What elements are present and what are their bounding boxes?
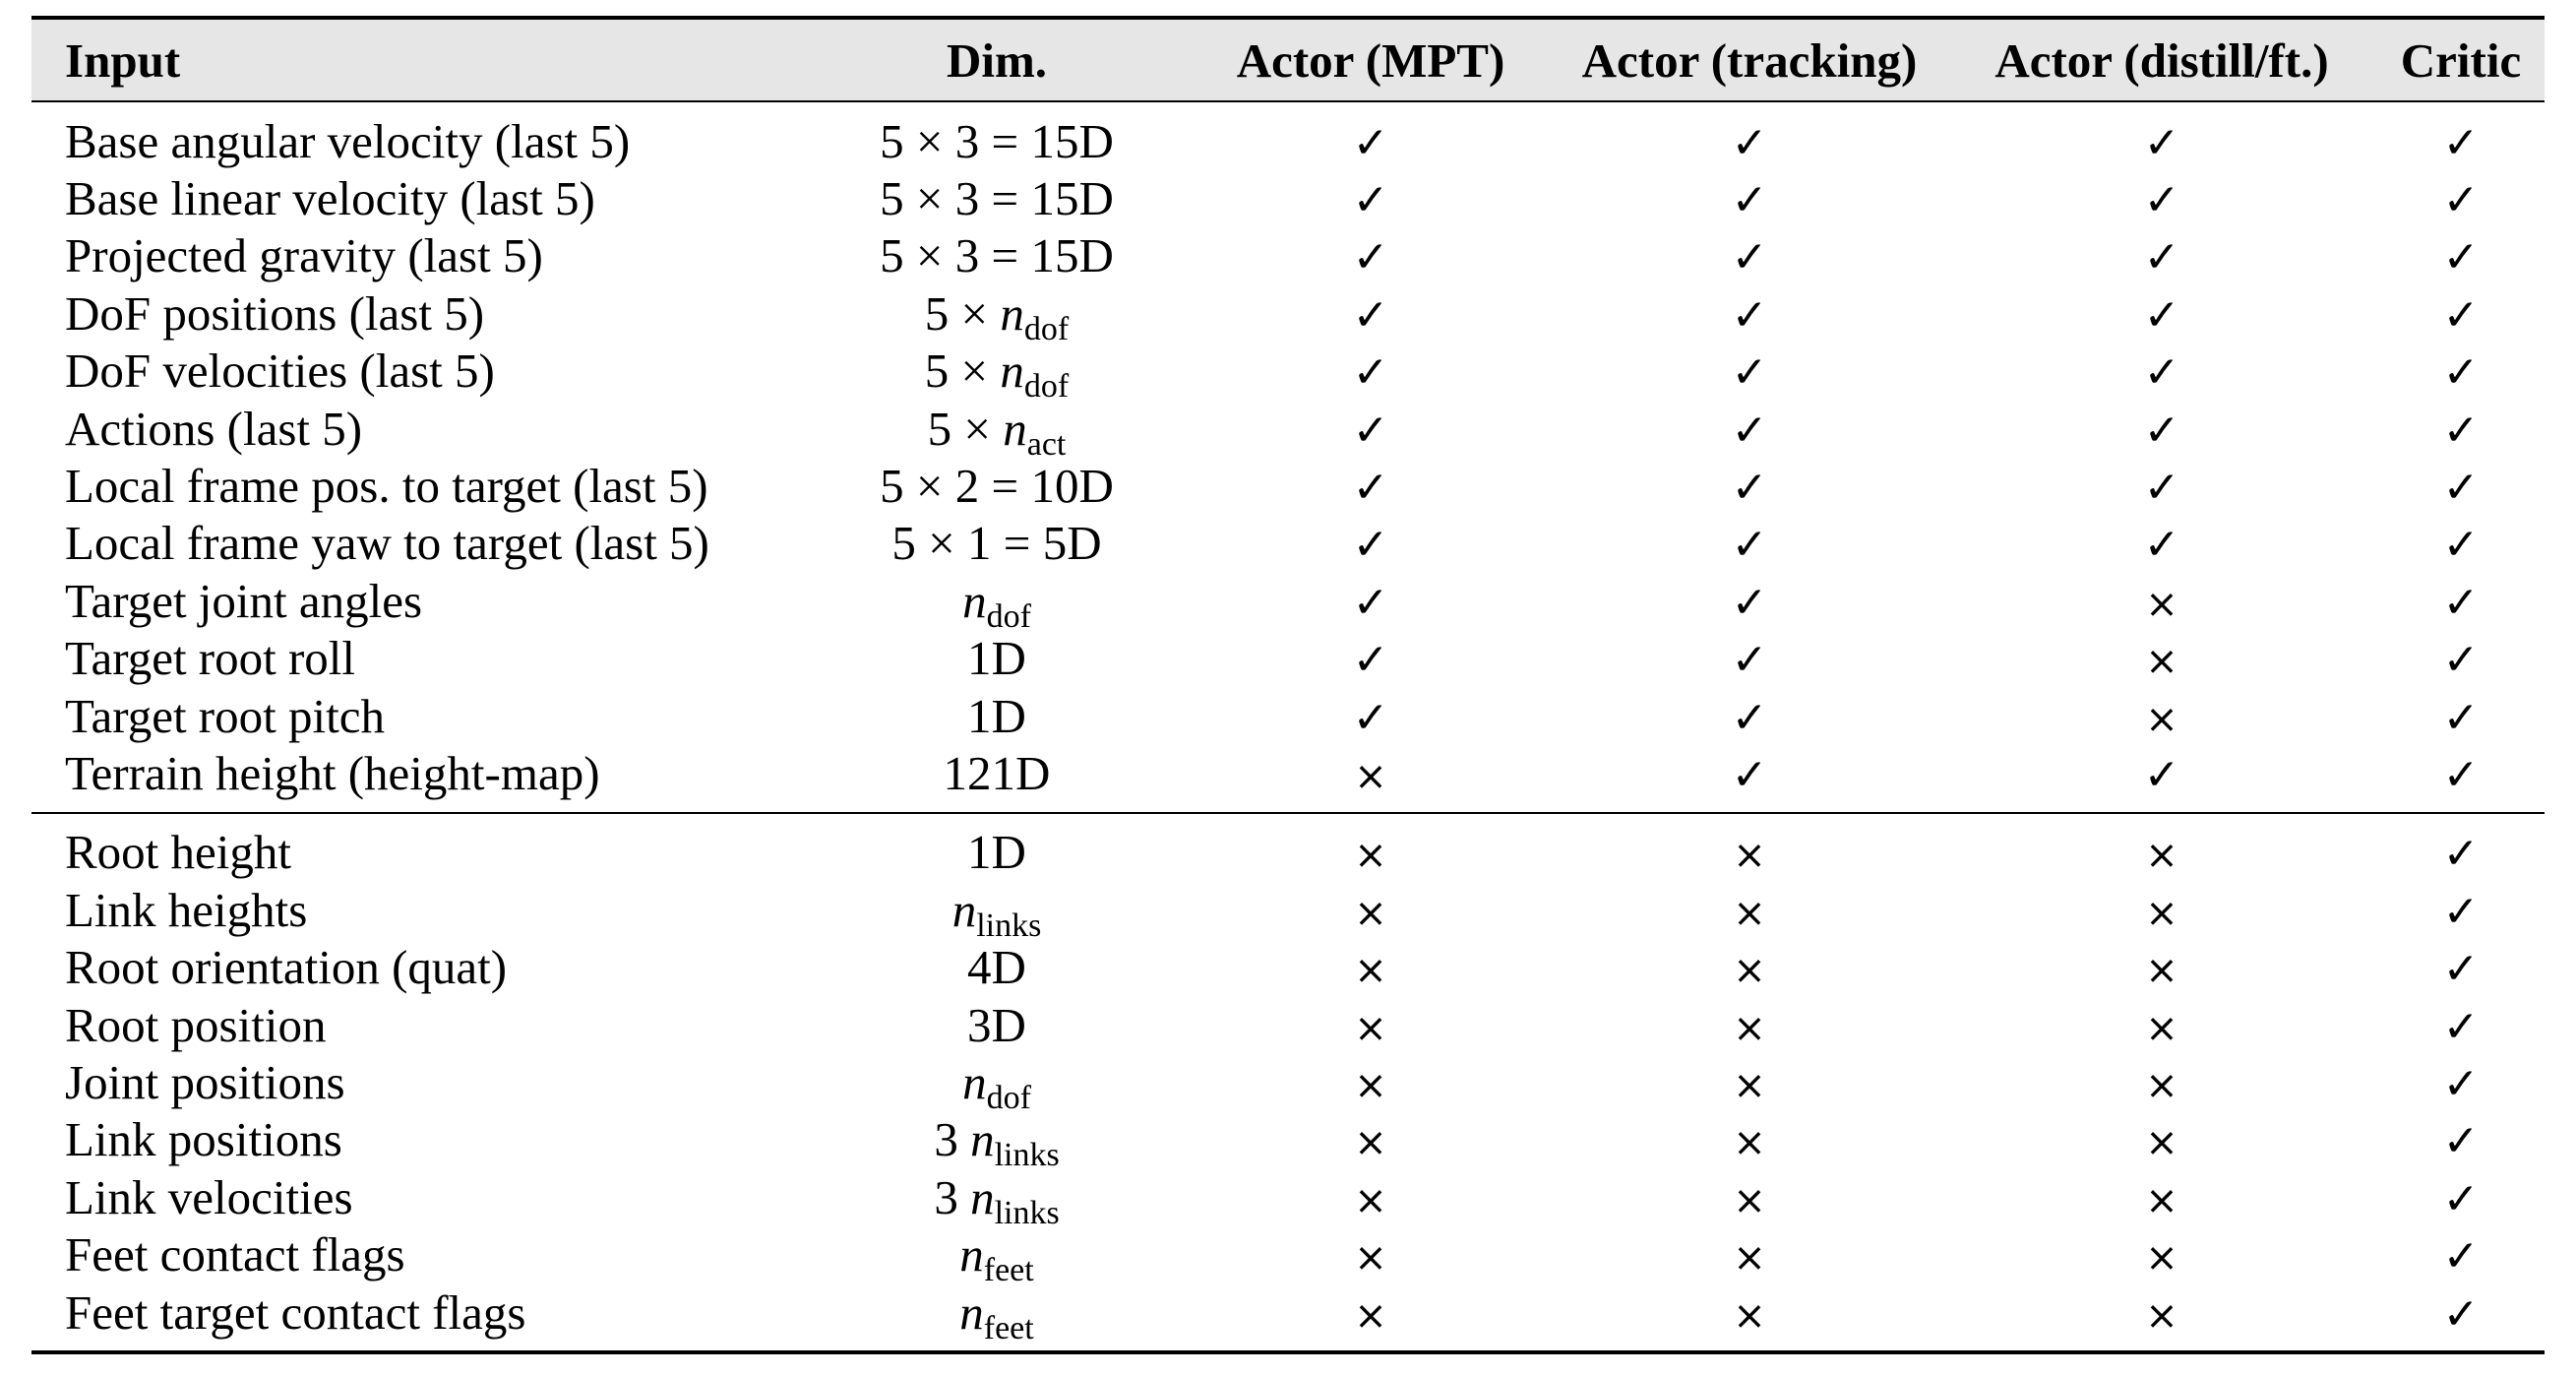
dim-prefix: 3 <box>934 1169 971 1224</box>
row-dim <box>805 1169 1189 1231</box>
checkmark-icon: ✓ <box>1731 749 1768 800</box>
header-input: Input <box>65 32 181 88</box>
cell-critic <box>2377 573 2545 629</box>
table-row <box>31 400 2545 463</box>
checkmark-icon: ✓ <box>2143 520 2180 571</box>
cell-critic <box>2377 343 2545 399</box>
table-row <box>31 996 2545 1053</box>
cell-critic <box>2377 997 2545 1053</box>
row-dim <box>805 1054 1189 1116</box>
row-dim: 121D <box>943 745 1051 800</box>
dim-prefix: 3 <box>934 1112 971 1167</box>
cross-icon: × <box>1354 753 1387 799</box>
checkmark-icon: ✓ <box>2442 692 2480 743</box>
checkmark-icon: ✓ <box>1731 520 1768 571</box>
cell-actor-distill <box>1946 997 2377 1053</box>
row-dim <box>805 1111 1189 1174</box>
table-row <box>31 227 2545 284</box>
table-row <box>31 881 2545 944</box>
cell-actor-mpt <box>1189 997 1553 1053</box>
row-input-label: DoF velocities (last 5) <box>65 344 495 399</box>
checkmark-icon: ✓ <box>1352 463 1389 514</box>
cell-actor-tracking <box>1553 285 1946 342</box>
checkmark-icon: ✓ <box>1731 577 1768 628</box>
cell-actor-tracking <box>1553 939 1946 995</box>
table-row <box>31 824 2545 881</box>
dim-variable: n <box>962 573 987 628</box>
header-dim: Dim. <box>946 32 1048 88</box>
cell-critic <box>2377 1111 2545 1167</box>
row-input-label: Actions (last 5) <box>65 401 363 456</box>
cell-actor-distill <box>1946 1226 2377 1282</box>
checkmark-icon: ✓ <box>2143 117 2180 168</box>
cross-icon: × <box>2145 890 2178 936</box>
cell-actor-distill <box>1946 458 2377 514</box>
cell-critic <box>2377 227 2545 283</box>
cross-icon: × <box>1354 833 1387 879</box>
cell-actor-tracking <box>1553 882 1946 938</box>
row-dim: 4D <box>967 940 1026 995</box>
checkmark-icon: ✓ <box>1731 289 1768 341</box>
cell-actor-mpt <box>1189 515 1553 571</box>
table-row <box>31 284 2545 347</box>
row-input-label: Local frame yaw to target (last 5) <box>65 516 709 571</box>
row-dim: 1D <box>967 825 1026 880</box>
cross-icon: × <box>1733 1177 1766 1223</box>
cell-critic <box>2377 1284 2545 1341</box>
checkmark-icon: ✓ <box>2442 1116 2480 1167</box>
cell-actor-distill <box>1946 1284 2377 1341</box>
checkmark-icon: ✓ <box>2442 886 2480 937</box>
dim-prefix: 5 × <box>924 344 1001 399</box>
table-row <box>31 1168 2545 1231</box>
table-row <box>31 112 2545 169</box>
cell-actor-tracking <box>1553 343 1946 399</box>
row-input-label: Target root roll <box>65 631 356 686</box>
cell-critic <box>2377 1054 2545 1110</box>
row-dim <box>805 1226 1189 1289</box>
header-critic: Critic <box>2400 32 2522 88</box>
cell-actor-distill <box>1946 285 2377 342</box>
checkmark-icon: ✓ <box>1731 232 1768 283</box>
cross-icon: × <box>1354 1292 1387 1339</box>
cell-actor-mpt <box>1189 824 1553 880</box>
checkmark-icon: ✓ <box>2143 405 2180 456</box>
checkmark-icon: ✓ <box>1731 405 1768 456</box>
row-input-label: Base angular velocity (last 5) <box>65 113 631 168</box>
checkmark-icon: ✓ <box>1352 232 1389 283</box>
row-input-label: Feet target contact flags <box>65 1284 526 1340</box>
row-dim: 5 × 1 = 5D <box>891 516 1102 571</box>
cross-icon: × <box>1733 1120 1766 1166</box>
checkmark-icon: ✓ <box>1352 405 1389 456</box>
cross-icon: × <box>2145 948 2178 994</box>
checkmark-icon: ✓ <box>1352 635 1389 686</box>
cross-icon: × <box>1733 1235 1766 1282</box>
cell-critic <box>2377 688 2545 744</box>
cross-icon: × <box>1733 890 1766 936</box>
cell-critic <box>2377 745 2545 801</box>
cell-actor-tracking <box>1553 573 1946 629</box>
cross-icon: × <box>1733 1062 1766 1108</box>
cell-critic <box>2377 170 2545 226</box>
checkmark-icon: ✓ <box>1731 635 1768 686</box>
cell-actor-tracking <box>1553 1169 1946 1225</box>
table-row <box>31 1225 2545 1289</box>
header-actor-mpt: Actor (MPT) <box>1236 32 1505 88</box>
dim-subscript: feet <box>983 1252 1034 1289</box>
row-input-label: Link heights <box>65 882 308 937</box>
row-input-label: Terrain height (height-map) <box>65 745 600 800</box>
cross-icon: × <box>2145 1177 2178 1223</box>
header-actor-distill: Actor (distill/ft.) <box>1994 32 2329 88</box>
row-dim <box>805 343 1189 406</box>
cell-critic <box>2377 1226 2545 1282</box>
cell-actor-tracking <box>1553 401 1946 457</box>
cell-actor-tracking <box>1553 1054 1946 1110</box>
checkmark-icon: ✓ <box>1731 692 1768 743</box>
cell-actor-tracking <box>1553 1226 1946 1282</box>
cross-icon: × <box>1354 1062 1387 1108</box>
row-dim: 5 × 3 = 15D <box>880 228 1114 283</box>
dim-subscript: dof <box>986 1079 1031 1116</box>
row-dim: 5 × 3 = 15D <box>880 113 1114 168</box>
row-input-label: Local frame pos. to target (last 5) <box>65 459 708 514</box>
cell-actor-distill <box>1946 343 2377 399</box>
row-dim: 3D <box>967 997 1026 1052</box>
cell-actor-mpt <box>1189 882 1553 938</box>
cell-actor-distill <box>1946 227 2377 283</box>
dim-subscript: links <box>976 907 1042 944</box>
cross-icon: × <box>1354 1235 1387 1282</box>
cross-icon: × <box>2145 833 2178 879</box>
checkmark-icon: ✓ <box>2442 520 2480 571</box>
row-input-label: Feet contact flags <box>65 1227 405 1282</box>
cell-actor-distill <box>1946 170 2377 226</box>
cell-actor-mpt <box>1189 939 1553 995</box>
dim-variable: n <box>951 882 977 937</box>
dim-variable: n <box>1000 344 1024 399</box>
row-dim: 1D <box>967 688 1026 743</box>
header-actor-tracking: Actor (tracking) <box>1581 32 1918 88</box>
dim-subscript: dof <box>986 597 1031 635</box>
row-dim <box>805 1284 1189 1346</box>
dim-subscript: feet <box>983 1309 1034 1346</box>
header-row <box>31 20 2545 100</box>
cell-actor-distill <box>1946 939 2377 995</box>
cell-actor-mpt <box>1189 343 1553 399</box>
checkmark-icon: ✓ <box>2442 577 2480 628</box>
cell-actor-tracking <box>1553 824 1946 880</box>
cell-actor-mpt <box>1189 170 1553 226</box>
cell-actor-distill <box>1946 882 2377 938</box>
cell-critic <box>2377 824 2545 880</box>
dim-variable: n <box>1000 285 1024 341</box>
checkmark-icon: ✓ <box>2143 175 2180 226</box>
cell-actor-distill <box>1946 113 2377 169</box>
cross-icon: × <box>2145 696 2178 742</box>
cross-icon: × <box>2145 639 2178 685</box>
row-dim <box>805 882 1189 944</box>
checkmark-icon: ✓ <box>1352 520 1389 571</box>
table-row <box>31 1111 2545 1174</box>
checkmark-icon: ✓ <box>1352 347 1389 399</box>
cross-icon: × <box>2145 1062 2178 1108</box>
cell-critic <box>2377 939 2545 995</box>
cell-actor-distill <box>1946 515 2377 571</box>
checkmark-icon: ✓ <box>2442 829 2480 880</box>
cell-critic <box>2377 401 2545 457</box>
cell-actor-mpt <box>1189 1169 1553 1225</box>
checkmark-icon: ✓ <box>2143 463 2180 514</box>
cross-icon: × <box>2145 581 2178 627</box>
cell-critic <box>2377 630 2545 686</box>
cell-actor-mpt <box>1189 113 1553 169</box>
checkmark-icon: ✓ <box>2442 405 2480 456</box>
row-dim <box>805 401 1189 463</box>
table-row <box>31 1053 2545 1116</box>
checkmark-icon: ✓ <box>1352 117 1389 168</box>
cell-actor-tracking <box>1553 1284 1946 1341</box>
dim-variable: n <box>959 1227 984 1282</box>
checkmark-icon: ✓ <box>2442 232 2480 283</box>
cell-actor-mpt <box>1189 1111 1553 1167</box>
row-input-label: Projected gravity (last 5) <box>65 228 543 283</box>
checkmark-icon: ✓ <box>1352 577 1389 628</box>
checkmark-icon: ✓ <box>2143 289 2180 341</box>
dim-prefix: 5 × <box>924 285 1001 341</box>
cell-actor-tracking <box>1553 227 1946 283</box>
row-input-label: Root position <box>65 997 327 1052</box>
row-input-label: Link positions <box>65 1112 342 1167</box>
checkmark-icon: ✓ <box>2442 1173 2480 1224</box>
checkmark-icon: ✓ <box>2442 749 2480 800</box>
cell-actor-tracking <box>1553 515 1946 571</box>
cross-icon: × <box>1354 890 1387 936</box>
checkmark-icon: ✓ <box>2442 1231 2480 1282</box>
checkmark-icon: ✓ <box>1731 347 1768 399</box>
cross-icon: × <box>1354 948 1387 994</box>
dim-variable: n <box>1003 401 1027 456</box>
cross-icon: × <box>1733 1005 1766 1051</box>
row-input-label: Joint positions <box>65 1054 345 1109</box>
cell-actor-mpt <box>1189 688 1553 744</box>
row-dim <box>805 573 1189 635</box>
row-dim: 5 × 2 = 10D <box>880 459 1114 514</box>
cell-actor-mpt <box>1189 227 1553 283</box>
dim-subscript: dof <box>1023 310 1070 347</box>
cell-actor-mpt <box>1189 573 1553 629</box>
dim-variable: n <box>970 1112 995 1167</box>
checkmark-icon: ✓ <box>2442 175 2480 226</box>
cell-actor-distill <box>1946 630 2377 686</box>
dim-variable: n <box>962 1054 987 1109</box>
cell-actor-tracking <box>1553 1111 1946 1167</box>
dim-subscript: dof <box>1023 368 1070 406</box>
table-body-group-1 <box>31 112 2545 802</box>
cell-critic <box>2377 515 2545 571</box>
cell-actor-distill <box>1946 745 2377 801</box>
checkmark-icon: ✓ <box>1352 175 1389 226</box>
table-row <box>31 1283 2545 1346</box>
cell-actor-mpt <box>1189 1284 1553 1341</box>
checkmark-icon: ✓ <box>2442 944 2480 995</box>
cell-actor-distill <box>1946 1169 2377 1225</box>
row-dim: 5 × 3 = 15D <box>880 171 1114 226</box>
cross-icon: × <box>2145 1005 2178 1051</box>
observation-table <box>31 16 2545 1354</box>
cell-critic <box>2377 882 2545 938</box>
dim-subscript: act <box>1026 425 1067 463</box>
cell-actor-distill <box>1946 401 2377 457</box>
checkmark-icon: ✓ <box>1731 117 1768 168</box>
checkmark-icon: ✓ <box>2143 232 2180 283</box>
cell-critic <box>2377 113 2545 169</box>
row-input-label: DoF positions (last 5) <box>65 285 485 341</box>
table-row <box>31 169 2545 226</box>
row-input-label: Base linear velocity (last 5) <box>65 171 595 226</box>
checkmark-icon: ✓ <box>2442 463 2480 514</box>
cross-icon: × <box>2145 1120 2178 1166</box>
row-dim <box>805 285 1189 347</box>
bottom-rule <box>31 1350 2545 1354</box>
row-input-label: Target root pitch <box>65 688 385 743</box>
row-input-label: Link velocities <box>65 1169 353 1224</box>
cell-actor-mpt <box>1189 1226 1553 1282</box>
dim-variable: n <box>959 1284 984 1340</box>
table-body-group-2 <box>31 824 2545 1346</box>
cell-actor-tracking <box>1553 997 1946 1053</box>
cell-actor-tracking <box>1553 630 1946 686</box>
checkmark-icon: ✓ <box>1731 463 1768 514</box>
checkmark-icon: ✓ <box>1352 692 1389 743</box>
cross-icon: × <box>2145 1292 2178 1339</box>
cell-actor-mpt <box>1189 458 1553 514</box>
row-input-label: Root height <box>65 825 292 880</box>
cell-actor-distill <box>1946 573 2377 629</box>
checkmark-icon: ✓ <box>2442 635 2480 686</box>
cell-actor-tracking <box>1553 745 1946 801</box>
table-row <box>31 938 2545 995</box>
checkmark-icon: ✓ <box>1352 289 1389 341</box>
cell-actor-mpt <box>1189 401 1553 457</box>
checkmark-icon: ✓ <box>2442 1058 2480 1109</box>
cross-icon: × <box>2145 1235 2178 1282</box>
cross-icon: × <box>1733 1292 1766 1339</box>
cell-actor-mpt <box>1189 745 1553 801</box>
checkmark-icon: ✓ <box>2442 117 2480 168</box>
cell-actor-distill <box>1946 688 2377 744</box>
row-dim: 1D <box>967 631 1026 686</box>
dim-subscript: links <box>994 1194 1060 1231</box>
cross-icon: × <box>1354 1177 1387 1223</box>
cell-actor-tracking <box>1553 688 1946 744</box>
cross-icon: × <box>1733 948 1766 994</box>
cell-actor-tracking <box>1553 458 1946 514</box>
dim-prefix: 5 × <box>927 401 1004 456</box>
cell-critic <box>2377 1169 2545 1225</box>
cell-actor-tracking <box>1553 170 1946 226</box>
table-row <box>31 572 2545 635</box>
row-input-label: Target joint angles <box>65 573 423 628</box>
cell-actor-mpt <box>1189 285 1553 342</box>
cell-actor-distill <box>1946 1054 2377 1110</box>
table-row <box>31 687 2545 744</box>
cell-actor-mpt <box>1189 1054 1553 1110</box>
table-row <box>31 515 2545 572</box>
dim-subscript: links <box>994 1137 1060 1174</box>
cell-actor-distill <box>1946 1111 2377 1167</box>
checkmark-icon: ✓ <box>2442 347 2480 399</box>
cross-icon: × <box>1733 833 1766 879</box>
checkmark-icon: ✓ <box>2143 749 2180 800</box>
checkmark-icon: ✓ <box>2442 289 2480 341</box>
cross-icon: × <box>1354 1005 1387 1051</box>
cell-actor-tracking <box>1553 113 1946 169</box>
row-input-label: Root orientation (quat) <box>65 940 508 995</box>
table-row <box>31 457 2545 514</box>
table-row <box>31 630 2545 687</box>
checkmark-icon: ✓ <box>2442 1001 2480 1052</box>
cell-actor-distill <box>1946 824 2377 880</box>
checkmark-icon: ✓ <box>1731 175 1768 226</box>
table-row <box>31 343 2545 406</box>
checkmark-icon: ✓ <box>2143 347 2180 399</box>
cell-critic <box>2377 285 2545 342</box>
cross-icon: × <box>1354 1120 1387 1166</box>
cell-actor-mpt <box>1189 630 1553 686</box>
checkmark-icon: ✓ <box>2442 1288 2480 1340</box>
table-row <box>31 744 2545 801</box>
cell-critic <box>2377 458 2545 514</box>
dim-variable: n <box>970 1169 995 1224</box>
